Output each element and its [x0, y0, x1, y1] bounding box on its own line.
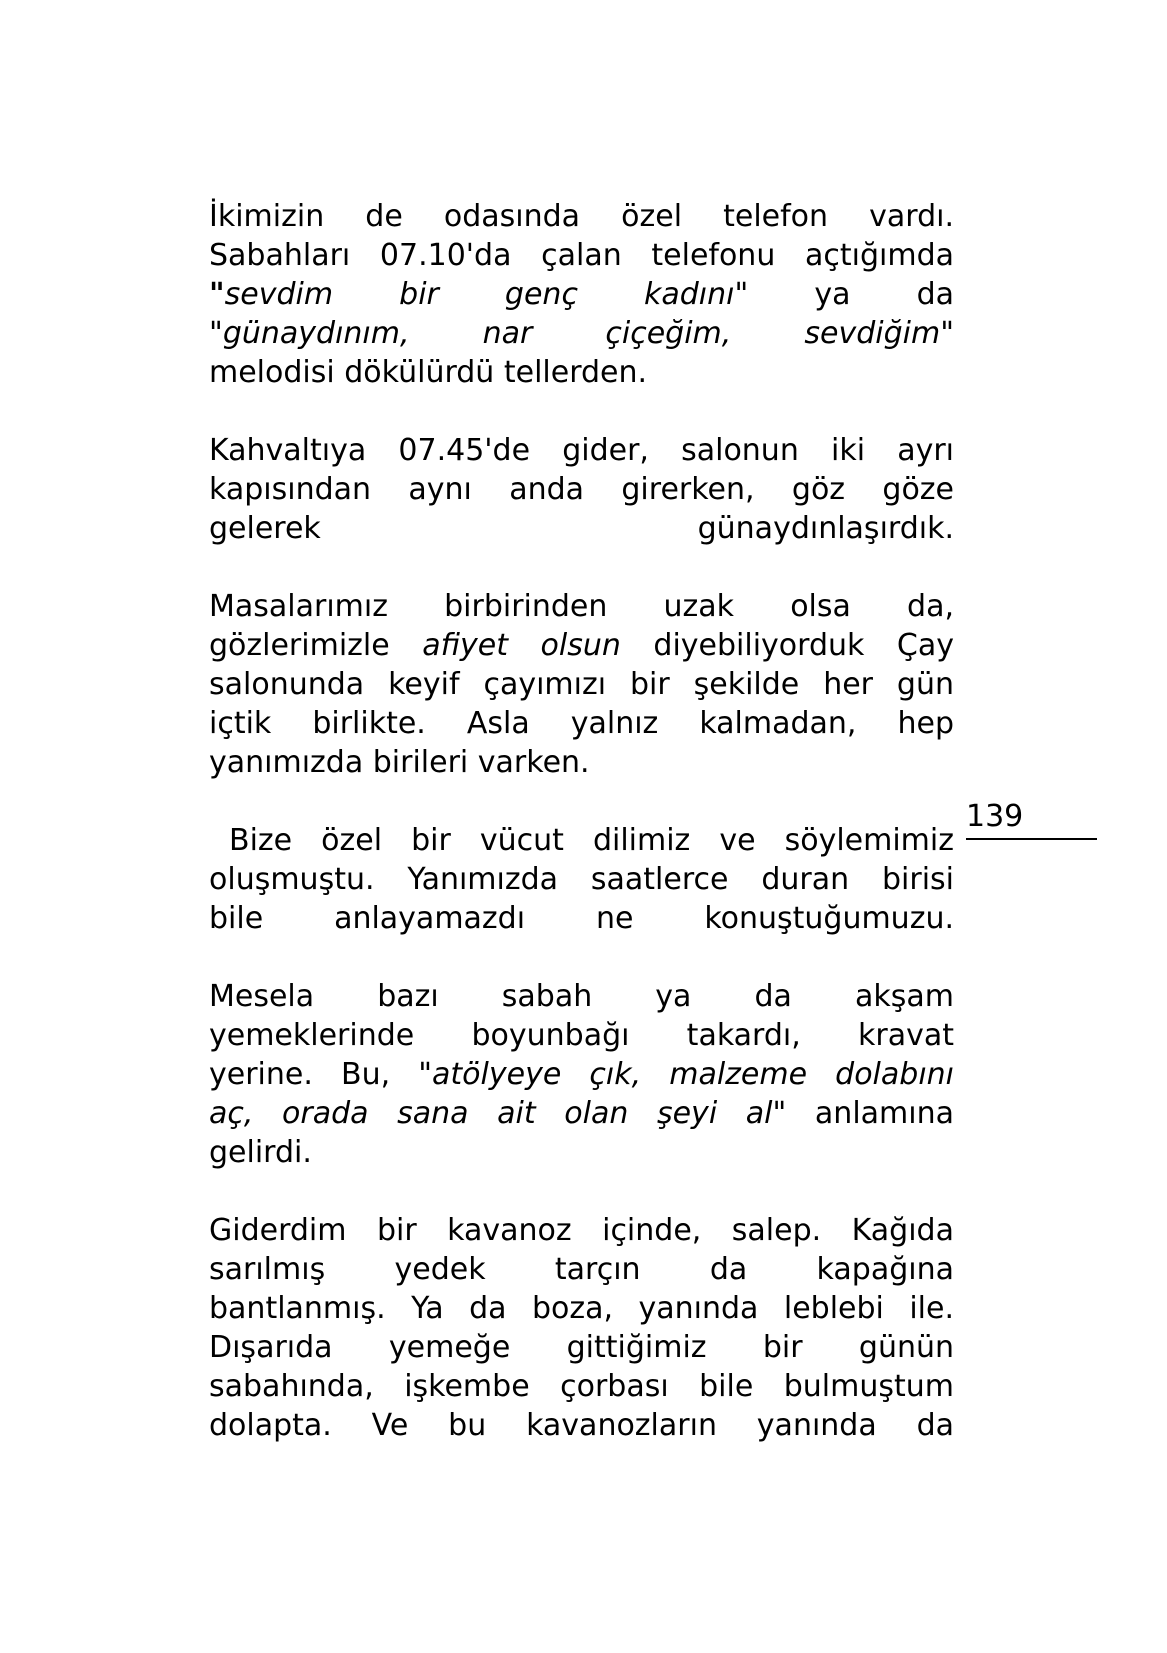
text-run: sarılmış yedek tarçın da kapağına — [209, 1252, 954, 1287]
text-line — [209, 275, 954, 314]
text-line — [209, 1250, 954, 1289]
text-run: Sabahları 07.10'da çalan telefonu açtığımda — [209, 238, 954, 273]
page-number-text: 139 — [966, 799, 1024, 834]
text-run-italic: sevdim bir genç kadını — [224, 277, 735, 312]
text-run: gözlerimizle — [209, 628, 423, 663]
text-run-italic: afiyet olsun — [422, 628, 621, 663]
paragraph-2 — [209, 431, 954, 548]
text-line — [209, 665, 954, 704]
text-run: " anlamına — [772, 1096, 954, 1131]
text-run: Bize özel bir vücut dilimiz ve söylemimiz — [229, 823, 954, 858]
paragraph-4 — [209, 821, 954, 938]
text-line — [209, 197, 954, 236]
text-run: melodisi dökülürdü tellerden. — [209, 355, 648, 390]
text-line — [209, 977, 954, 1016]
text-line — [209, 1367, 954, 1406]
text-line — [209, 743, 954, 782]
text-line — [209, 1328, 954, 1367]
text-run: yemeklerinde boyunbağı takardı, kravat — [209, 1018, 954, 1053]
text-line — [209, 899, 954, 938]
page-text — [209, 197, 954, 1445]
text-line — [209, 1094, 954, 1133]
text-line — [209, 470, 954, 509]
text-line — [209, 587, 954, 626]
text-run: İkimizin de odasında özel telefon vardı. — [209, 199, 954, 234]
text-run: yanımızda birileri varken. — [209, 745, 590, 780]
text-run: yerine. Bu, " — [209, 1057, 433, 1092]
paragraph-1 — [209, 197, 954, 392]
text-line — [209, 1055, 954, 1094]
text-line — [209, 1289, 954, 1328]
text-line — [209, 704, 954, 743]
text-line — [209, 1133, 954, 1172]
text-run: bile anlayamazdı ne konuştuğumuzu. — [209, 901, 954, 936]
text-run-italic: günaydınım, nar çiçeğim, sevdiğim — [222, 316, 941, 351]
paragraph-5 — [209, 977, 954, 1172]
text-run: bantlanmış. Ya da boza, yanında leblebi ile. — [209, 1291, 954, 1326]
text-run: sabahında, işkembe çorbası bile bulmuştum — [209, 1369, 954, 1404]
text-run: Kahvaltıya 07.45'de gider, salonun iki ayrı — [209, 433, 954, 468]
text-run-bold: " — [209, 277, 225, 312]
text-run: Masalarımız birbirinden uzak olsa da, — [209, 589, 954, 624]
text-run-italic: aç, orada sana ait olan şeyi al — [209, 1096, 773, 1131]
text-line — [209, 314, 954, 353]
text-run: Mesela bazı sabah ya da akşam — [209, 979, 954, 1014]
text-line — [209, 1016, 954, 1055]
text-line — [209, 860, 954, 899]
text-run: Dışarıda yemeğe gittiğimiz bir günün — [209, 1330, 954, 1365]
text-run: " ya da — [734, 277, 954, 312]
text-line — [209, 821, 954, 860]
text-run: gelerek günaydınlaşırdık. — [209, 511, 954, 546]
text-line — [209, 509, 954, 548]
text-run: kapısından aynı anda girerken, göz göze — [209, 472, 954, 507]
text-run: içtik birlikte. Asla yalnız kalmadan, hep — [209, 706, 954, 741]
text-run: oluşmuştu. Yanımızda saatlerce duran birisi — [209, 862, 954, 897]
text-run: diyebiliyorduk Çay — [620, 628, 955, 663]
paragraph-6 — [209, 1211, 954, 1445]
text-run-italic: atölyeye çık, malzeme dolabını — [432, 1057, 955, 1092]
text-line — [209, 626, 954, 665]
text-run: " — [209, 316, 223, 351]
text-line — [209, 236, 954, 275]
text-run: dolapta. Ve bu kavanozların yanında da — [209, 1408, 954, 1443]
paragraph-3 — [209, 587, 954, 782]
text-run: gelirdi. — [209, 1135, 312, 1170]
text-run: " — [940, 316, 954, 351]
text-line — [209, 353, 954, 392]
page-number — [966, 799, 1097, 840]
text-line — [209, 1406, 954, 1445]
text-line — [209, 431, 954, 470]
text-line — [209, 1211, 954, 1250]
text-run: salonunda keyif çayımızı bir şekilde her gün — [209, 667, 954, 702]
text-run: Giderdim bir kavanoz içinde, salep. Kağıda — [209, 1213, 954, 1248]
